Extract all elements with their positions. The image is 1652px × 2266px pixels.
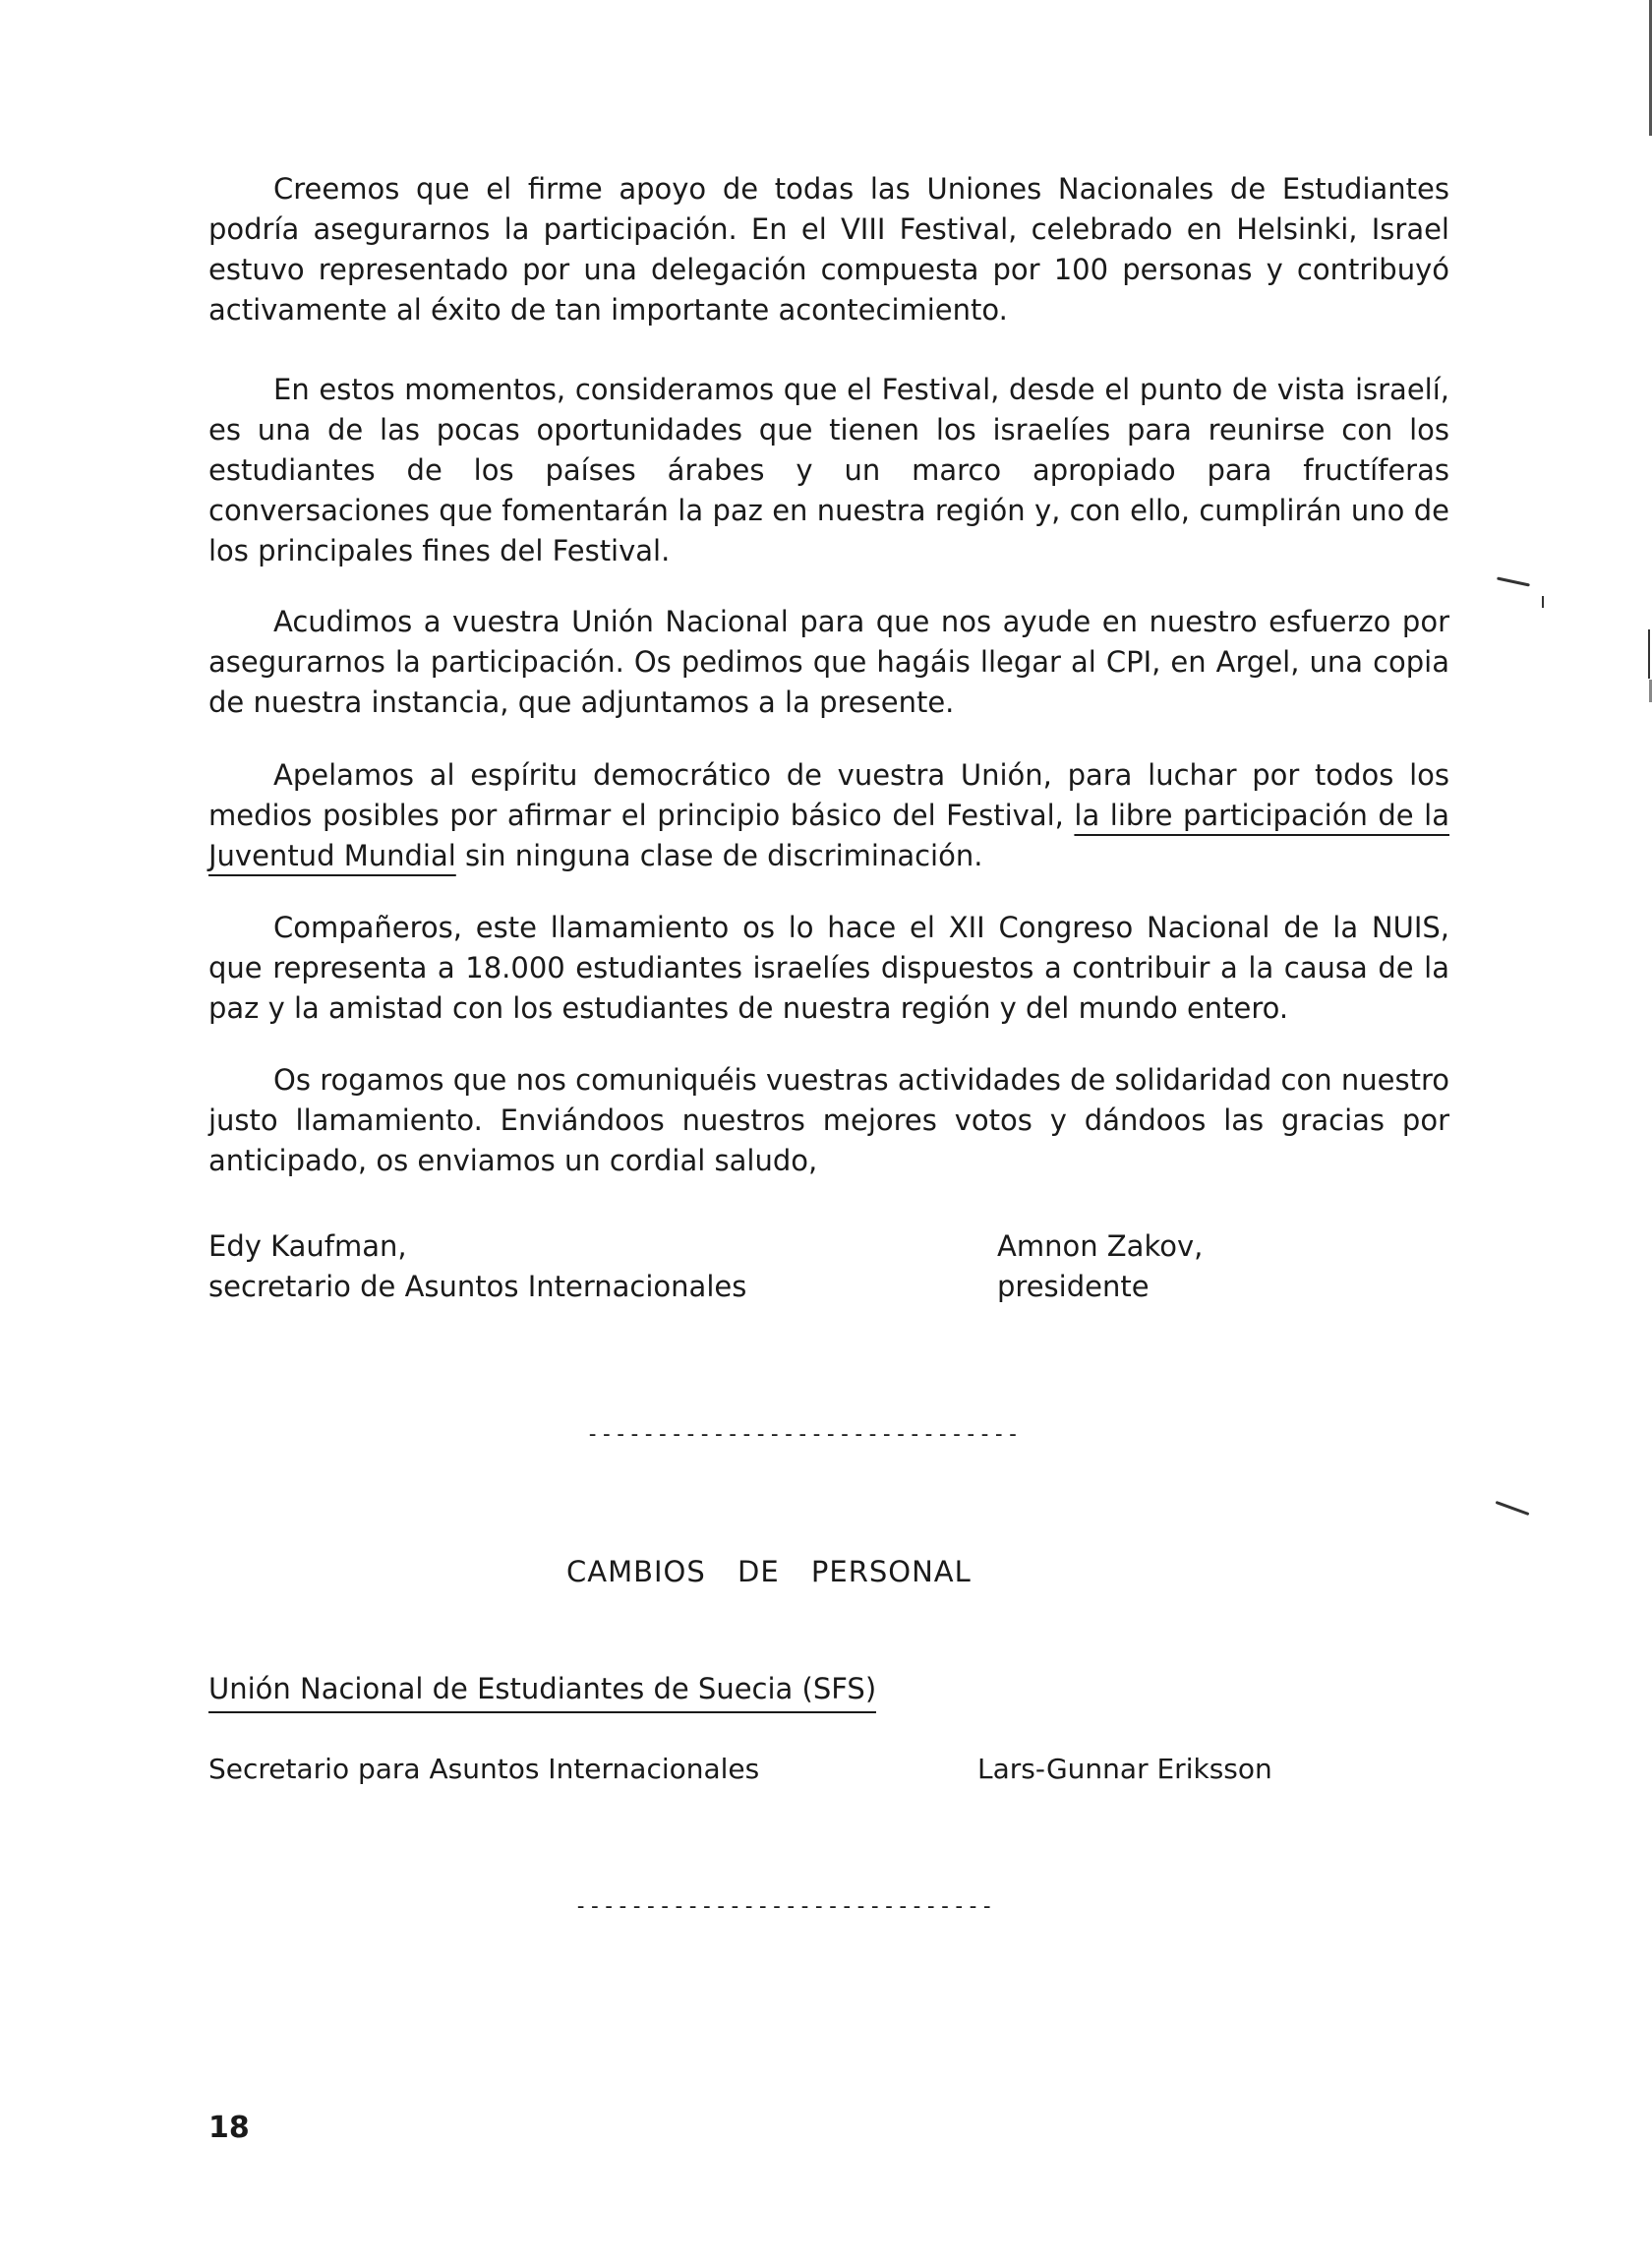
paragraph-1 [208, 169, 1449, 330]
paragraph-5-text: Compañeros, este llamamiento os lo hace el XII Congreso Nacional de la NUIS, que representa a 18.000 estudiantes israelíes dispuestos a contribuir a la causa de la paz y la amistad con los estudiantes de nuestra región y del mundo entero. [208, 911, 1449, 1025]
paragraph-3-text: Acudimos a vuestra Unión Nacional para que nos ayude en nuestro esfuerzo por asegurarnos la participación. Os pedimos que hagáis llegar al CPI, en Argel, una copia de nuestra instancia, que adjuntamos a la presente. [208, 605, 1449, 719]
paragraph-6 [208, 1060, 1449, 1181]
scan-mark [1542, 596, 1544, 608]
page-number: 18 [208, 2111, 250, 2145]
scan-mark [1496, 1501, 1530, 1516]
paragraph-4-end: sin ninguna clase de discriminación. [465, 839, 983, 872]
signature-right-name: Amnon Zakov, [997, 1229, 1204, 1263]
paragraph-6-text: Os rogamos que nos comuniquéis vuestras actividades de solidaridad con nuestro justo llamamiento. Enviándoos nuestros mejores votos y dándoos las gracias por anticipado, os enviamos un cordial saludo, [208, 1063, 1449, 1177]
union-name: Unión Nacional de Estudiantes de Suecia (SFS) [208, 1672, 876, 1713]
signature-left-name: Edy Kaufman, [208, 1229, 407, 1263]
paragraph-4-underlined: la libre participación de la Juventud Mundial [208, 799, 1449, 872]
separator-line-1: ------------------------------- [586, 1422, 1021, 1447]
role-person: Lars-Gunnar Eriksson [977, 1753, 1272, 1785]
paragraph-5 [208, 908, 1449, 1029]
signature-left [208, 1226, 746, 1307]
paragraph-4-start: Apelamos al espíritu democrático de vuestra Unión, para luchar por todos los medios posibles por afirmar el principio básico del Festival, [208, 758, 1449, 832]
separator-line-2: ------------------------------ [574, 1894, 995, 1919]
paragraph-4 [208, 755, 1449, 876]
section-heading: CAMBIOS DE PERSONAL [566, 1555, 972, 1588]
signature-right [997, 1226, 1203, 1307]
scan-mark [1497, 576, 1530, 586]
signature-left-title: secretario de Asuntos Internacionales [208, 1270, 747, 1303]
paragraph-2 [208, 370, 1449, 571]
paragraph-2-text: En estos momentos, consideramos que el Festival, desde el punto de vista israelí, es una de las pocas oportunidades que tienen los israelíes para reunirse con los estudiantes de los países árabes y un marco apropiado para fructíferas conversaciones que fomentarán la paz en nuestra región y, con ello, cumplirán uno de los principales fines del Festival. [208, 373, 1449, 567]
paragraph-1-text: Creemos que el firme apoyo de todas las Uniones Nacionales de Estudiantes podría asegurarnos la participación. En el VIII Festival, celebrado en Helsinki, Israel estuvo representado por una delegación compuesta por 100 personas y contribuyó activamente al éxito de tan importante acontecimiento. [208, 172, 1449, 327]
role-title: Secretario para Asuntos Internacionales [208, 1753, 760, 1785]
paragraph-3 [208, 602, 1449, 723]
signature-right-title: presidente [997, 1270, 1150, 1303]
